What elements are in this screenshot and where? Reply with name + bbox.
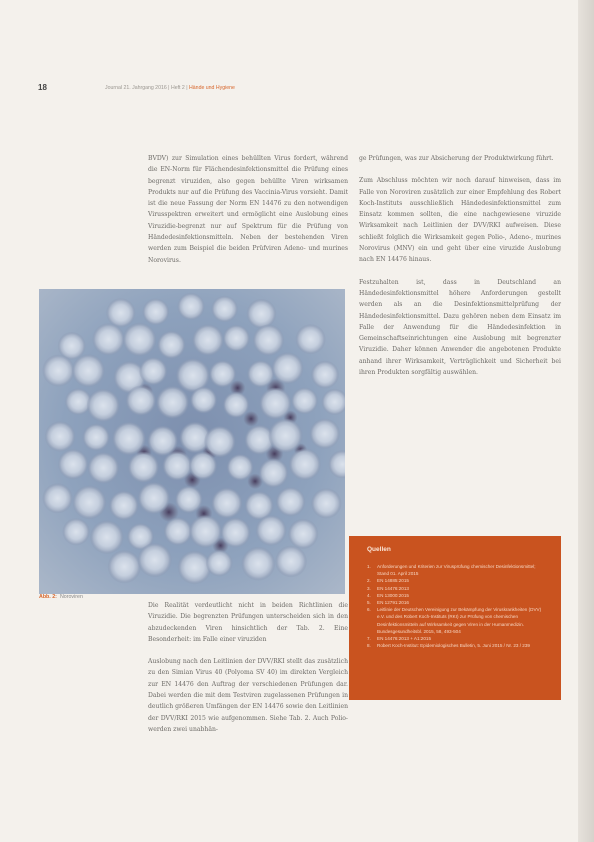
- source-item: 5. EN 12791:2016: [367, 600, 409, 606]
- virus-particle: [256, 515, 287, 546]
- section-name: Hände und Hygiene: [189, 85, 235, 91]
- virus-particle: [156, 386, 188, 418]
- figure-label: Abb. 2:: [39, 594, 57, 600]
- journal-info: Journal 21. Jahrgang 2016 | Heft 2 |: [105, 85, 188, 91]
- paragraph: Zum Abschluss möchten wir noch darauf hinweisen, dass im Falle von Noroviren zusätzlich zur einer Empfehlung des Robert Koch-Instituts ausschließlich Händedesinfektionsmittel zum Einsatz kommen sollten, die eine nachgewiesene viruzide Wirksamkeit nach Leitlinien der DVV/RKI aufweisen. Diese schließt folglich die Wirksamkeit gegen Polio-, Adeno-, murines Norovirus (MNV) ein und geht über eine viruzide Auslobung nach EN 14476 hinaus.: [359, 177, 561, 264]
- sources-list: [367, 563, 547, 649]
- virus-particle: [72, 354, 105, 387]
- page-number: 18: [38, 83, 47, 92]
- virus-particle: [178, 551, 211, 584]
- virus-particle: [288, 519, 318, 549]
- virus-particle: [310, 419, 340, 449]
- virus-particle: [73, 486, 107, 520]
- virus-particle: [90, 521, 123, 554]
- virus-particle: [291, 388, 318, 415]
- virus-particle: [175, 486, 202, 513]
- running-title: [105, 85, 235, 91]
- virus-particle: [92, 323, 124, 355]
- virus-particle: [43, 483, 73, 513]
- figure-caption-text: Noroviren: [59, 594, 83, 600]
- source-item: 8. Robert Koch-Institut: Epidemiologisches Bulletin, 5. Juni 2015 / Nr. 23 / 239: [367, 643, 530, 649]
- virus-particle: [275, 546, 307, 578]
- text-column-top-left: [148, 153, 348, 277]
- text-column-bottom-left: [148, 600, 348, 746]
- paragraph: Die Realität verdeutlicht nicht in beiden Richtlinien die Viruzidie. Die begrenzten Prüfungen unterscheiden sich in den abzudeckenden Viren hinsichtlich der Tab. 2. Eine Besonderheit: im Falle einer viruziden: [148, 602, 348, 643]
- virus-particle: [223, 392, 249, 418]
- source-item: 4. EN 13000:2015: [367, 592, 409, 598]
- virus-particle: [42, 355, 74, 387]
- virus-particle: [311, 361, 339, 389]
- sources-box: [349, 536, 561, 700]
- virus-particle: [58, 449, 88, 479]
- virus-particle: [106, 298, 135, 327]
- virus-particle: [272, 352, 304, 384]
- virus-particle: [128, 452, 159, 483]
- virus-particle: [138, 482, 170, 514]
- virus-particle: [192, 324, 223, 355]
- paragraph: Auslobung nach den Leitlinien der DVV/RKI stellt das zusätzlich zu den Simian Virus 40 (Polyoma SV 40) im direkten Vergleich zur EN 14476 den Auftrag der verschiedenen Prüfungen dar. Dabei werden die mit dem Testviren zugelassenen Prüfungen in deutlich größeren Umfängen der EN 14476 sowie den Leitlinien der DVV/RKI 2015 wie aufgenommen. Siehe Tab. 2. Auch Polio- werden zwei unabhän-: [148, 658, 348, 733]
- paragraph: Festzuhalten ist, dass in Deutschland an Händedesinfektionsmittel höhere Anforderungen gestellt werden als an die Desinfektionsmittelprüfung der Händedesinfektionsmittel. Dazu gehören neben dem Einsatz im Falle der Anwendung für die Händedesinfektion in Gemeinschaftseinrichtungen eine Auslobung mit begrenzter Viruzidie. Daher können Anwender die angebotenen Produkte anhand ihrer Wirksamkeit, Verträglichkeit und Sicherheit bei ihren Produkten sorgfältig auswählen.: [359, 278, 561, 377]
- virus-particle: [269, 419, 303, 453]
- source-item: 6. Leitlinie der Deutschen Vereinigung zur Bekämpfung der Viruskrankheiten (DVV) e.V. und des Robert Koch-Instituts (RKI) zur Prüfung von chemischen Desinfektionsmitteln auf Wirksamkeit gegen Viren in der Humanmedizin. Bundesgesundheitsbl. 2015, 58, 493-504: [367, 607, 542, 634]
- virus-particle: [247, 360, 274, 387]
- source-item: 3. EN 14476:2013: [367, 585, 409, 591]
- virus-particle: [177, 293, 204, 320]
- virus-particle: [87, 389, 120, 422]
- paragraph: BVDV) zur Simulation eines behüllten Virus fordert, während die EN-Norm für Flächendesinfektionsmittel die Prüfung eines begrenzt viruziden, also gegen behüllte Viren wirksamen Produkts nur auf die Prüfung des Vaccinia-Virus vorsieht. Damit ist die neue Fassung der Norm EN 14476 zu den notwendigen Virusspektren erweitert und ermöglicht eine Auslobung eines Viruzidie-begrenzt nur auf Spektrum für die Prüfung von Händedesinfektionsmitteln. Neben der bestehenden Viren werden zum Beispiel die beiden Prüfviren Adeno- und murines Norovirus.: [148, 155, 348, 264]
- virus-particle: [296, 324, 326, 354]
- virus-particle: [108, 550, 141, 583]
- virus-particle: [209, 361, 236, 388]
- virus-particle: [311, 488, 341, 518]
- virus-particle: [109, 491, 138, 520]
- virus-particle: [190, 387, 217, 414]
- norovirus-micrograph: [39, 289, 345, 594]
- virus-particle: [45, 421, 75, 451]
- page-edge-shadow: [578, 0, 594, 842]
- page-header: [38, 84, 558, 94]
- virus-particle: [163, 451, 192, 480]
- virus-particle: [164, 517, 192, 545]
- virus-particle: [143, 299, 170, 326]
- virus-particle: [242, 547, 276, 581]
- virus-particle: [123, 323, 156, 356]
- virus-particle: [148, 426, 178, 456]
- virus-particle: [139, 357, 167, 385]
- figure-caption: [39, 594, 83, 600]
- virus-particle: [223, 325, 250, 352]
- virus-particle: [253, 325, 284, 356]
- virus-particle: [189, 452, 217, 480]
- virus-particle: [158, 331, 186, 359]
- virus-particle: [126, 386, 156, 416]
- virus-particle: [259, 458, 288, 487]
- source-item: 2. EN 14885:2015: [367, 578, 409, 584]
- virus-particle: [83, 424, 110, 451]
- virus-particle: [221, 518, 251, 548]
- micrograph-image: [39, 289, 345, 594]
- sources-title: Quellen: [367, 546, 391, 553]
- virus-particle: [206, 550, 233, 577]
- virus-particle: [138, 543, 172, 577]
- virus-particle: [211, 296, 237, 322]
- source-item: 7. EN 14476:2013 + A1:2015: [367, 636, 432, 642]
- source-item: 1. Anforderungen und Kriterien zur Virusprüfung chemischer Desinfektionsmittel; Stand 01. April 2015: [367, 564, 536, 577]
- virus-particle: [88, 452, 119, 483]
- virus-particle: [63, 518, 90, 545]
- text-column-right: [359, 153, 561, 389]
- virus-particle: [112, 422, 145, 455]
- virus-particle: [247, 299, 277, 329]
- paragraph: ge Prüfungen, was zur Absicherung der Produktwirkung führt.: [359, 155, 554, 162]
- virus-particle: [212, 488, 243, 519]
- virus-particle: [276, 487, 305, 516]
- virus-particle: [204, 426, 235, 457]
- virus-particle: [227, 454, 253, 480]
- virus-particle: [189, 515, 222, 548]
- virus-particle: [260, 388, 292, 420]
- virus-particle: [289, 448, 321, 480]
